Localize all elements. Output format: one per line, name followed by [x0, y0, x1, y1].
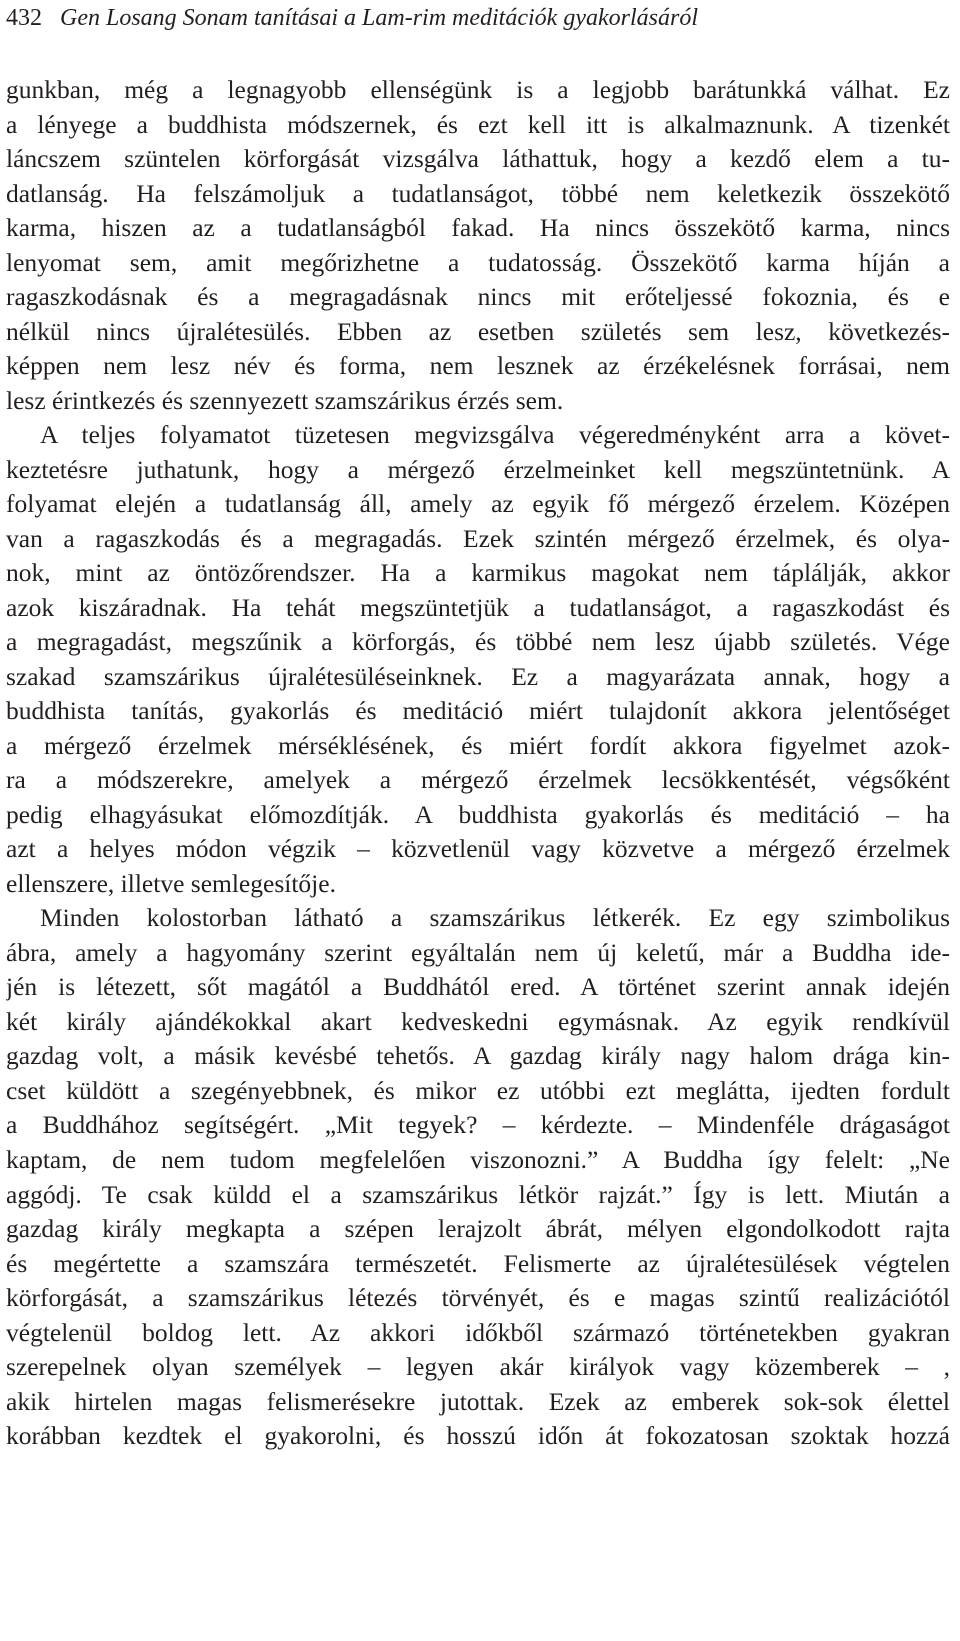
text-line: karma, hiszen az a tudatlanságból fakad. Ha nincs összekötő karma, nincs [6, 213, 950, 243]
text-line: szerepelnek olyan személyek – legyen akár királyok vagy közemberek – , [6, 1352, 950, 1382]
text-line: a lényege a buddhista módszernek, és ezt kell itt is alkalmaznunk. A tizenkét [6, 109, 950, 139]
text-line: a megragadást, megszűnik a körforgás, és többé nem lesz újabb születés. Vége [6, 627, 950, 657]
text-line: datlanság. Ha felszámoljuk a tudatlanságot, többé nem keletkezik összekötő [6, 178, 950, 208]
text-line: van a ragaszkodás és a megragadás. Ezek szintén mérgező érzelmek, és olya- [6, 523, 950, 553]
text-line: ragaszkodásnak és a megragadásnak nincs mit erőteljessé fokoznia, és e [6, 282, 950, 312]
text-line: ellenszere, illetve semlegesítője. [6, 868, 336, 898]
running-head [6, 3, 698, 33]
text-line: A teljes folyamatot tüzetesen megvizsgálva végeredményként arra a követ- [40, 420, 950, 450]
text-line: aggódj. Te csak küldd el a szamszárikus létkör rajzát.” Így is lett. Miután a [6, 1179, 950, 1209]
text-line: ra a módszerekre, amelyek a mérgező érzelmek lecsökkentését, végsőként [6, 765, 950, 795]
text-line: pedig elhagyásukat előmozdítják. A buddhista gyakorlás és meditáció – ha [6, 799, 950, 829]
text-line: végtelenül boldog lett. Az akkori időkből származó történetekben gyakran [6, 1317, 950, 1347]
text-line: cset küldött a szegényebbnek, és mikor ez utóbbi ezt meglátta, ijedten fordult [6, 1075, 950, 1105]
text-line: képpen nem lesz név és forma, nem lesznek az érzékelésnek forrásai, nem [6, 351, 950, 381]
text-line: lenyomat sem, amit megőrizhetne a tudatosság. Összekötő karma híján a [6, 247, 950, 277]
paragraph-1 [6, 73, 950, 418]
text-line: gazdag király megkapta a szépen lerajzolt ábrát, mélyen elgondolkodott rajta [6, 1214, 950, 1244]
text-line: korábban kezdtek el gyakorolni, és hosszú időn át fokozatosan szoktak hozzá [6, 1421, 950, 1451]
text-line: láncszem szüntelen körforgását vizsgálva láthattuk, hogy a kezdő elem a tu- [6, 144, 950, 174]
text-line: körforgását, a szamszárikus létezés törvényét, és e magas szintű realizációtól [6, 1283, 950, 1313]
text-line: kaptam, de nem tudom megfelelően viszonozni.” A Buddha így felelt: „Ne [6, 1144, 950, 1174]
paragraph-2 [6, 418, 950, 901]
text-line: akik hirtelen magas felismerésekre jutottak. Ezek az emberek sok-sok élettel [6, 1386, 950, 1416]
text-line: jén is létezett, sőt magától a Buddhától ered. A történet szerint annak idején [6, 972, 950, 1002]
text-line: gunkban, még a legnagyobb ellenségünk is a legjobb barátunkká válhat. Ez [6, 75, 950, 104]
text-line: két király ajándékokkal akart kedveskedni egymásnak. Az egyik rendkívül [6, 1006, 950, 1036]
text-line: gazdag volt, a másik kevésbé tehetős. A gazdag király nagy halom drága kin- [6, 1041, 950, 1071]
book-title: Gen Losang Sonam tanításai a Lam-rim meditációk gyakorlásáról [60, 5, 698, 31]
body-text [6, 73, 950, 1454]
text-line: azt a helyes módon végzik – közvetlenül vagy közvetve a mérgező érzelmek [6, 834, 950, 864]
text-line: buddhista tanítás, gyakorlás és meditáció miért tulajdonít akkora jelentőséget [6, 696, 950, 726]
paragraph-3 [6, 901, 950, 1453]
text-line: Minden kolostorban látható a szamszárikus létkerék. Ez egy szimbolikus [40, 903, 950, 933]
page-number: 432 [6, 5, 42, 31]
text-line: nélkül nincs újralétesülés. Ebben az esetben születés sem lesz, következés- [6, 316, 950, 346]
text-line: lesz érintkezés és szennyezett szamszárikus érzés sem. [6, 385, 564, 415]
text-line: a mérgező érzelmek mérséklésének, és miért fordít akkora figyelmet azok- [6, 730, 950, 760]
text-line: keztetésre juthatunk, hogy a mérgező érzelmeinket kell megszüntetnünk. A [6, 454, 950, 484]
text-line: folyamat elején a tudatlanság áll, amely az egyik fő mérgező érzelem. Középen [6, 489, 950, 519]
text-line: nok, mint az öntözőrendszer. Ha a karmikus magokat nem táplálják, akkor [6, 558, 950, 588]
text-line: azok kiszáradnak. Ha tehát megszüntetjük a tudatlanságot, a ragaszkodást és [6, 592, 950, 622]
text-line: a Buddhához segítségért. „Mit tegyek? – kérdezte. – Mindenféle drágaságot [6, 1110, 950, 1140]
text-line: ábra, amely a hagyomány szerint egyáltalán nem új keletű, már a Buddha ide- [6, 937, 950, 967]
text-line: és megértette a szamszára természetét. Felismerte az újralétesülések végtelen [6, 1248, 950, 1278]
text-line: szakad szamszárikus újralétesüléseinknek. Ez a magyarázata annak, hogy a [6, 661, 950, 691]
